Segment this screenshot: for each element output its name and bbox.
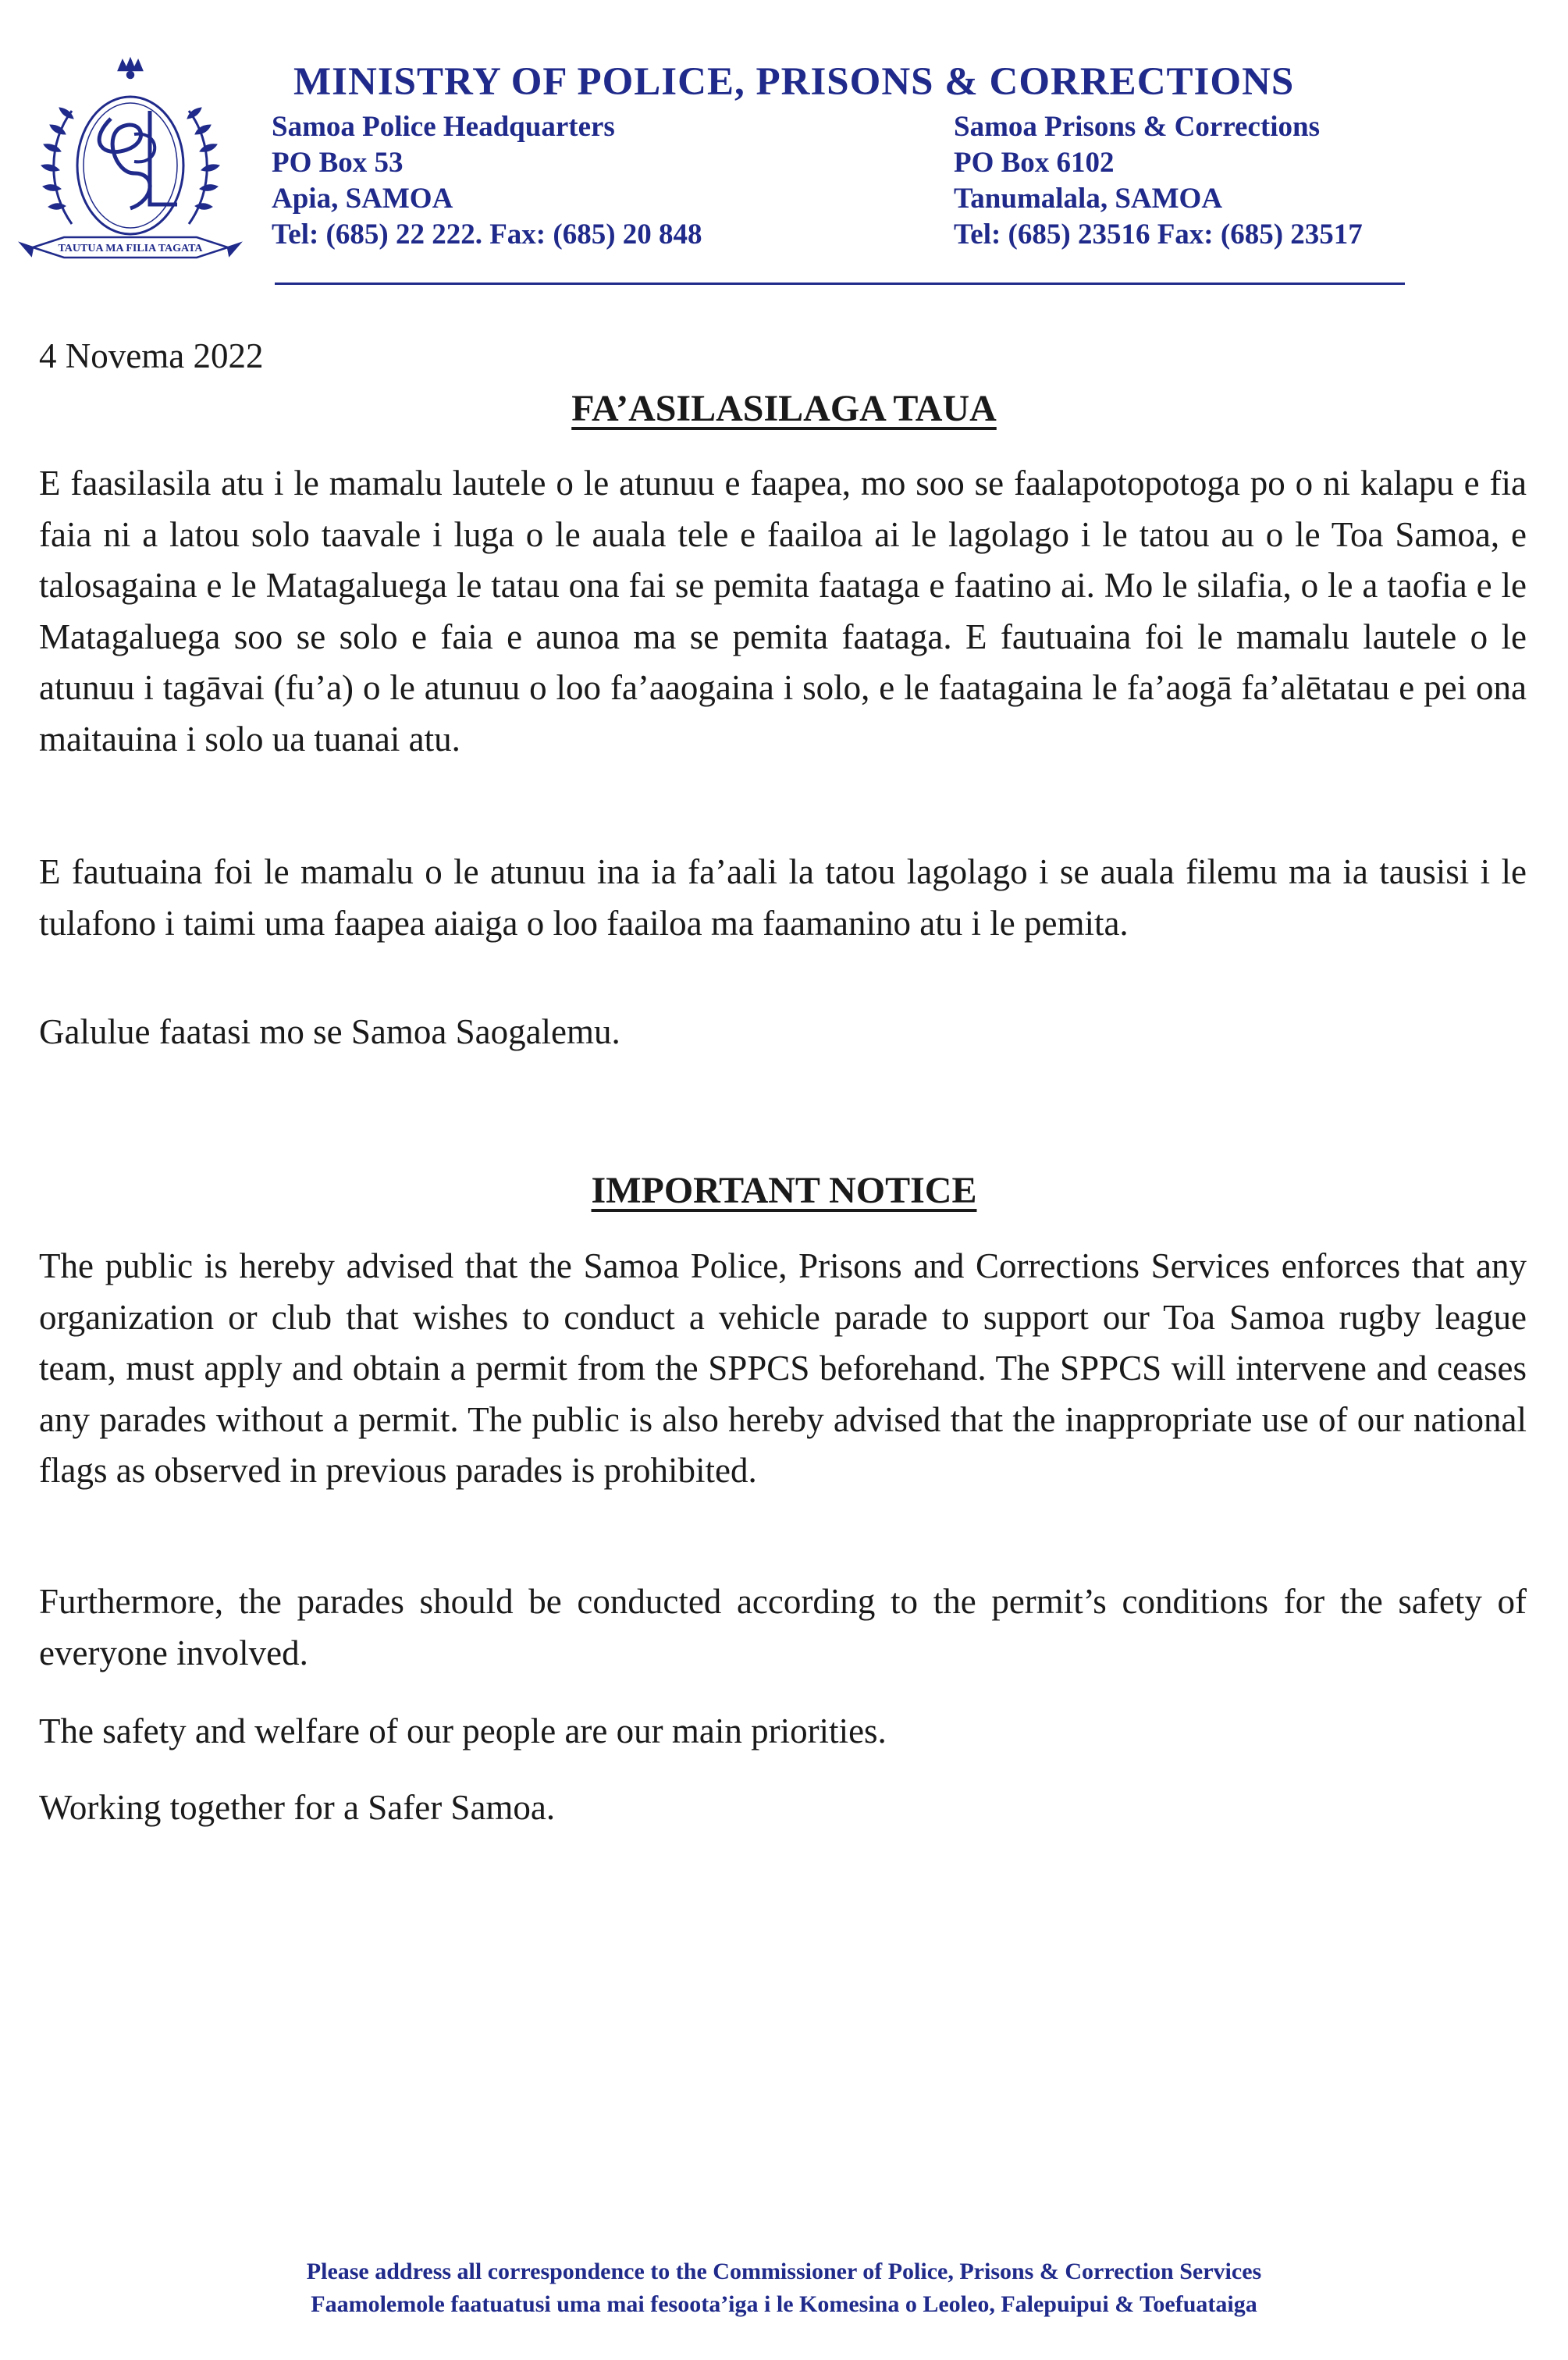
english-paragraph: The safety and welfare of our people are our main priorities. (39, 1711, 887, 1750)
letterhead-divider (275, 283, 1405, 285)
logo-motto: TAUTUA MA FILIA TAGATA (58, 243, 203, 254)
address-contact: Tel: (685) 23516 Fax: (685) 23517 (954, 219, 1363, 251)
address-line: Samoa Police Headquarters (272, 111, 615, 143)
samoan-paragraph: E faasilasila atu i le mamalu lautele o le atunuu e faapea, mo soo se faalapotopotoga po o ni kalapu e fia faia ni a latou solo taavale i luga o le auala tele e faailoa ai le lagolago i le tatou au o le Toa Samoa, e talosagaina e le Matagaluega le tatau ona fai se pemita faataga e faatino ai. Mo le silafia, o le a taofia e le Matagaluega soo se solo e faia e aunoa ma se pemita faataga. E fautuaina foi le mamalu lautele o le atunuu i tagāvai (fu’a) o le atunuu o loo fa’aaogaina i solo, e le faatagaina le fa’aogā fa’alētatau e pei ona maitauina i solo ua tuanai atu. (39, 464, 1527, 759)
english-heading: IMPORTANT NOTICE (591, 1170, 977, 1211)
address-line: Tanumalala, SAMOA (954, 183, 1223, 215)
english-paragraph: Furthermore, the parades should be conducted according to the permit’s conditions for the safety of everyone involved. (39, 1582, 1527, 1672)
ministry-title: MINISTRY OF POLICE, PRISONS & CORRECTIONS (293, 60, 1295, 104)
notice-date: 4 Novema 2022 (39, 336, 264, 375)
footer (0, 2255, 1568, 2321)
address-contact: Tel: (685) 22 222. Fax: (685) 20 848 (272, 219, 702, 251)
address-line: PO Box 53 (272, 147, 404, 179)
address-line: Apia, SAMOA (272, 183, 453, 215)
police-hq-address (272, 109, 702, 253)
samoan-closing: Galulue faatasi mo se Samoa Saogalemu. (39, 1012, 620, 1051)
letterhead (0, 0, 1568, 312)
footer-line-english: Please address all correspondence to the Commissioner of Police, Prisons & Correction Services (306, 2259, 1262, 2284)
crown-icon (119, 59, 142, 78)
english-paragraph: The public is hereby advised that the Samoa Police, Prisons and Corrections Services enforces that any organization or club that wishes to conduct a vehicle parade to support our Toa Samoa rugby league team, must apply and obtain a permit from the SPPCS beforehand. The SPPCS will intervene and ceases any parades without a permit. The public is also hereby advised that the inappropriate use of our national flags as observed in previous parades is prohibited. (39, 1246, 1527, 1490)
prisons-address (954, 109, 1363, 253)
address-line: Samoa Prisons & Corrections (954, 111, 1320, 143)
english-closing: Working together for a Safer Samoa. (39, 1788, 556, 1827)
address-line: PO Box 6102 (954, 147, 1115, 179)
police-crest-logo (17, 56, 244, 283)
footer-line-samoan: Faamolemole faatuatusi uma mai fesoota’iga i le Komesina o Leoleo, Falepuipui & Toefuataiga (311, 2291, 1257, 2317)
samoan-paragraph: E fautuaina foi le mamalu o le atunuu ina ia fa’aali la tatou lagolago i se auala filemu ma ia tausisi i le tulafono i taimi uma faapea aiaiga o loo faailoa ma faamanino atu i le pemita. (39, 852, 1527, 943)
samoan-heading: FA’ASILASILAGA TAUA (571, 388, 997, 429)
